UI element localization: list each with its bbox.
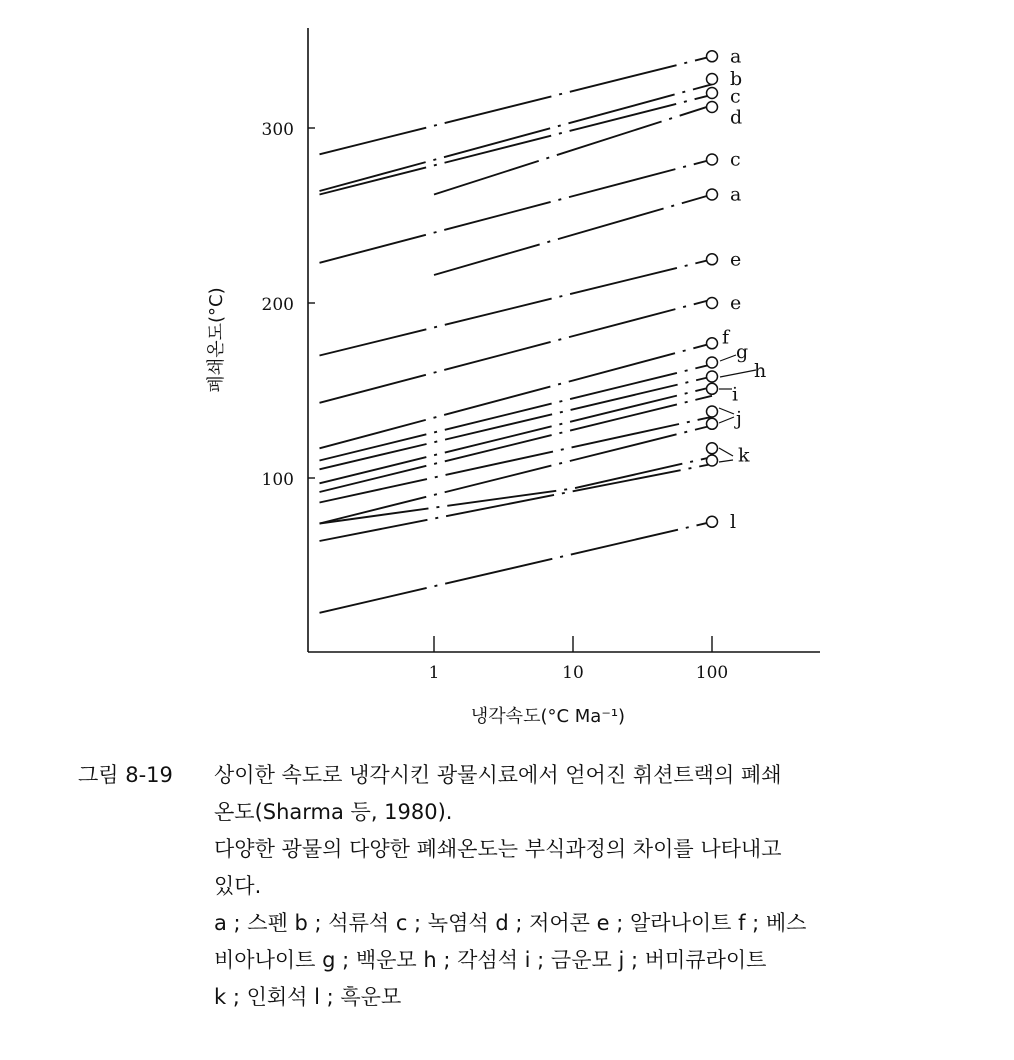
series-label-l: l (730, 510, 737, 533)
caption-line: a ; 스펜 b ; 석류석 c ; 녹염석 d ; 저어콘 e ; 알라나이트 f ; 베스 (214, 911, 807, 935)
caption-label: 그림 8-19 (78, 763, 173, 787)
series-label-d: d (730, 106, 743, 129)
x-tick-label: 10 (562, 663, 584, 683)
series-line-l (320, 522, 713, 613)
caption-line: 온도(Sharma 등, 1980). (214, 800, 453, 824)
data-point-d (707, 102, 718, 113)
leader-k-upper (719, 448, 733, 456)
series-label-k: k (738, 444, 750, 467)
caption-line: 상이한 속도로 냉각시킨 광물시료에서 얻어진 휘션트랙의 폐쇄 (214, 763, 782, 787)
leader-j-upper (719, 408, 734, 414)
data-point-e (707, 254, 718, 265)
series-label-a: a (730, 183, 742, 206)
series-label-e: e (730, 248, 742, 271)
data-point-h (707, 371, 718, 382)
caption-body (214, 757, 978, 1016)
series-line-j (320, 417, 713, 503)
series-label-h: h (754, 360, 767, 382)
series-line-i (320, 387, 713, 483)
data-point-f (707, 338, 718, 349)
series-label-c: c (730, 85, 741, 108)
series-label-c: c (730, 148, 741, 171)
series-line-h (320, 377, 713, 470)
x-tick-label: 1 (428, 663, 440, 683)
leader-j-lower (719, 417, 734, 423)
x-axis-label: 냉각속도(°C Ma⁻¹) (470, 706, 626, 727)
data-point-c (707, 88, 718, 99)
y-tick-label: 300 (261, 120, 294, 140)
leader-g (720, 355, 736, 361)
y-tick-label: 200 (261, 295, 294, 315)
y-axis-label: 폐쇄온도(°C) (206, 287, 227, 393)
data-point-b (707, 74, 718, 85)
series-line-c (320, 95, 713, 195)
data-point-a (707, 51, 718, 62)
data-point-c (707, 154, 718, 165)
leader-k-lower (719, 460, 733, 462)
series-line-k (320, 464, 713, 541)
caption-line: 있다. (214, 874, 262, 898)
data-point-g (707, 357, 718, 368)
data-point-j (707, 418, 718, 429)
series-line-i (320, 396, 713, 492)
data-point-k (707, 455, 718, 466)
data-point-i (707, 383, 718, 394)
series-line-e (320, 300, 713, 403)
data-point-e (707, 298, 718, 309)
series-line-d (434, 105, 712, 194)
data-point-a (707, 189, 718, 200)
series-line-a (320, 56, 713, 154)
series-line-a (434, 195, 712, 276)
series-line-g (320, 364, 713, 460)
data-point-j (707, 406, 718, 417)
series-label-f: f (722, 326, 730, 349)
series-line-e (320, 259, 713, 355)
series-label-g: g (736, 340, 749, 363)
series-label-a: a (730, 45, 742, 68)
caption-line: 비아나이트 g ; 백운모 h ; 각섬석 i ; 금운모 j ; 버미큐라이트 (214, 948, 767, 972)
series-label-b: b (730, 68, 743, 90)
series-label-i: i (732, 383, 739, 406)
series-line-j (320, 426, 713, 524)
x-tick-label: 100 (695, 663, 729, 683)
data-point-l (707, 516, 718, 527)
series-line-f (320, 343, 713, 448)
leader-h (720, 370, 756, 377)
caption-line: 다양한 광물의 다양한 폐쇄온도는 부식과정의 차이를 나타내고 (214, 837, 782, 861)
data-point-k (707, 443, 718, 454)
y-tick-label: 100 (261, 470, 294, 490)
series-label-e: e (730, 292, 742, 314)
figure-caption (78, 757, 978, 1016)
series-label-j: j (736, 407, 742, 430)
caption-line: k ; 인회석 l ; 흑운모 (214, 985, 402, 1009)
